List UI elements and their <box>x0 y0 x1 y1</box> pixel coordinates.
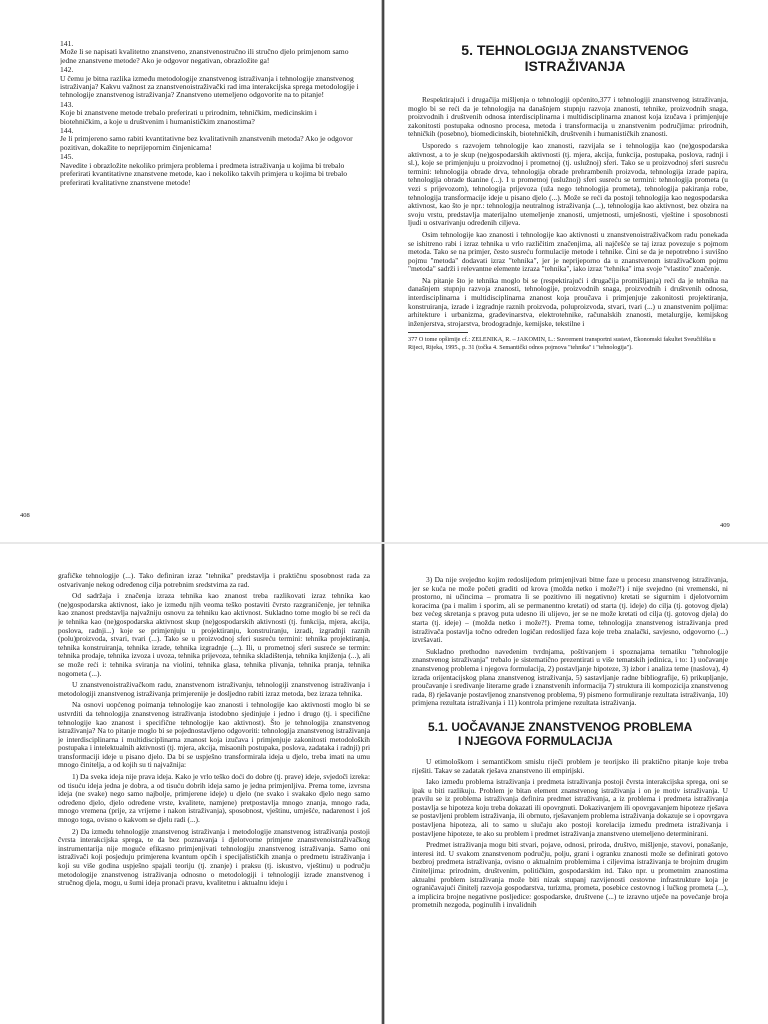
chapter-title: 5. TEHNOLOGIJA ZNANSTVENOG <box>461 42 689 58</box>
question-text: Koje bi znanstvene metode trebalo preferirati u prirodnim, tehničkim, medicinskim i biotehničkim, a koje u društvenim i humanističkim znanostima? <box>60 108 317 126</box>
question-number: 145. <box>60 152 74 162</box>
paragraph: 2) Da između tehnologije znanstvenog istraživanja i metodologije znanstvenog istraživanja postoji čvrsta interakcijska sprega, te da bez poznavanja i djelotvorne primjene znanstvenoistraživačkog instrumentarija nije moguće efikasno primjenjivati tehnologiju znanstvenog istraživanja. Samo oni istraživači koji posjeduju primjerena kvantum općih i specijalističkih znanja o predmetu istraživanja i koji su više godina uspješno spajali teoriju (tj. znanje) i praksu (tj. iskustvo, vještinu) u području metodologije znanstvenog istraživanja odnosno o metodologiji i tehnologiji izrade znanstvenog i stručnog djela, mogu, u šumi ideja pronaći pravu, kvalitetnu i aktualnu ideju i <box>58 826 370 888</box>
question-item <box>60 40 372 65</box>
section-title-line2: I NJEGOVA FORMULACIJA <box>458 733 613 748</box>
paragraph: Od sadržaja i značenja izraza tehnika kao znanost treba razlikovati izraz tehnika kao (ne)gospodarska aktivnost, iako je između njih veoma teško postaviti čvrsto razgraničenje, jer tehnika kao znanost predstavlja najvažniju osnovu za tehniku kao aktivnost. Sukladno tome moglo bi se reći da je tehnika kao (ne)gospodarska aktivnost skup (ne)gospodarskih aktivnosti (tj. funkcija, mjera, akcija, poslova, radnji...) koje se primjenjuju u projektiranju, konstruiranju, izradi, izgradnji raznih (polu)proizvoda, stvari, tvari (...). Tako se u proizvodnoj sferi susreću termini: tehnika projektiranja, tehnika konstruiranja, tehnika izrade, tehnika izgradnje (...). Ili, u prometnoj sferi susreće se termin: tehnika prodaje, tehnika izvoza i uvoza, tehnika prijevoza, tehnika skladištenja, tehnika knjiženja (...), ali se može reći i: tehnika sviranja na violini, tehnika glasa, tehnika plivanja, tehnika pranja, tehnika nogometa (...). <box>58 591 370 678</box>
page-number-408: 408 <box>20 512 30 519</box>
paragraph: Iako između problema istraživanja i predmeta istraživanja postoji čvrsta interakcijska sprega, oni se ipak u biti razlikuju. Problem je bitan element znanstvenog istraživanja i on je motiv istraživanja. U pravilu se iz problema istraživanja definira predmet istraživanja, a iz problema i predmeta istraživanja postavlja se hipoteza koju treba dokazati ili opovrgnuti. Dokazivanjem ili opovrgavanjem hipoteze rješava se postavljeni problem istraživanja, ili obrnuto, rješavanjem problema istraživanja dokazuje se i opovrgava postavljena hipoteza, ali to samo u slučaju ako postoji korelacija između predmeta istraživanja i postavljene hipoteze, te ako su problem i predmet istraživanja znanstveno utemeljeno determinirani. <box>412 777 728 838</box>
question-item <box>60 127 372 152</box>
page-410 <box>58 572 370 1024</box>
paragraph: Predmet istraživanja mogu biti stvari, pojave, odnosi, priroda, društvo, mišljenje, stavovi, ponašanje, interesi itd. U svakom znanstvenom području, polju, grani i ogranku znanosti može se definirati gotovo bezbroj predmeta istraživanja, ovisno o aktualnim problemima i ciljevima istraživanja te brojnim drugim činiteljima: prirodnim, društvenim, političkim, gospodarskim itd. Tako npr. u prometnim znanostima aktualni problem istraživanja može biti nizak stupanj razvijenosti cestovne infrastrukture koja je ograničavajući činitelj razvoja gospodarstva, turizma, prometa, posebice cestovnog i lučkog prometa (...), a implicira brojne negativne posljedice: gospodarske, društvene (...) te izravno utječe na povećanje broja prometnih nezgoda, poginulih i invalidnih <box>412 840 728 910</box>
question-item <box>60 66 372 100</box>
question-number: 142. <box>60 65 74 75</box>
question-item <box>60 153 372 187</box>
page-411 <box>412 576 728 1024</box>
page-408 <box>60 40 372 540</box>
paragraph: U znanstvenoistraživačkom radu, znanstvenom istraživanju, tehnologiji znanstvenog istraživanja i metodologiji znanstvenog istraživanja primjerenije je dosljedno rabiti izraz metoda, bez izraza tehnika. <box>58 680 370 698</box>
paragraph: Usporedo s razvojem tehnologije kao znanosti, razvijala se i tehnologija kao (ne)gospodarska aktivnost, a to je skup (ne)gospodarskih aktivnosti (tj. mjera, akcija, funkcija, postupaka, poslova, radnji i sl.), koje se primjenjuju u proizvodnoj i prometnoj (tj. uslužnoj) sferi. Tako se u proizvodnoj sferi susreću termini: tehnologija obrade drva, tehnologija obrade prehrambenih proizvoda, tehnologija izrade papira, tehnologija obrade tkanine (...). I u prometnoj (uslužnoj) sferi susreću se termini: tehnologija prometa (u vezi s prijevozom), tehnologija prijevoza (uža nego tehnologija prometa), tehnologija pakiranja robe, tehnologija transformacije ideje u pisano djelo (...). Može se reći da postoji tehnologija kao negospodarska aktivnost, kao što je npr.: tehnologija neutralnog istraživanja (...), tehnologija kao aktivnost, bez obzira na svoju vrstu, predstavlja materijalno utemeljenje znanosti, umjetnosti, umješnosti, vještine i sposobnosti ljudi u ostvarivanju određenih ciljeva. <box>408 140 728 228</box>
paragraph: Sukladno prethodno navedenim tvrdnjama, poštivanjem i spoznajama tematiku "tehnologije znanstvenog istraživanja" trebalo je sistematično prezentirati u više tematskih jedinica, i to: 1) uočavanje znanstvenog problema i njegova formulacija, 2) postavljanje hipoteze, 3) izbor i analiza teme (naslova), 4) izrada orijentacijskog plana znanstvenog istraživanja, 5) sastavljanje radne bibliografije, 6) prikupljanje, proučavanje i sređivanje literarne građe i znanstvenih informacija 7) struktura ili kompozicija znanstvenog rada, 8) rješavanje postavljenog znanstvenog problema, 9) pismeno formuliranje rezultata istraživanja, 10) primjena rezultata istraživanja i 11) kontrola primjene rezultata istraživanja. <box>412 646 728 708</box>
paragraph: grafičke tehnologije (...). Tako definiran izraz "tehnika" predstavlja i praktičnu sposobnost rada za ostvarivanje nekog određenog cilja potrebnim sredstvima za rad. <box>58 572 370 589</box>
paragraph: Na pitanje što je tehnika moglo bi se (respektirajući i drugačija promišljanja) reći da je tehnika na današnjem stupnju razvoja znanosti, tehnologije, proizvodnih snaga, proizvodnih i društvenih odnosa, interdisciplinarna i multidisciplinarna znanost koja proučava i primjenjuje zakonitosti projektiranja, konstruiranja, izrade i izgradnje raznih proizvoda, poluproizvoda, stvari, tvari (...) u znanstvenim poljima: arhitekture i urbanizma, građevinarstva, elektrotehnike, računalskih znanosti, metalurgije, kemijskog inženjerstva, strojarstva, brodogradnje, kemijske, tekstilne i <box>408 275 728 328</box>
book-spine <box>381 0 385 1024</box>
scan-divider <box>0 542 768 544</box>
question-number: 144. <box>60 126 74 136</box>
page-number-409: 409 <box>720 522 730 529</box>
page-409 <box>408 42 728 530</box>
question-text: Može li se napisati kvalitetno znanstveno, znanstvenostručno ili stručno djelo primjenom samo jedne znanstvene metode? Ako je odgovor negativan, obrazložite ga! <box>60 47 349 65</box>
question-text: Je li primjereno samo rabiti kvantitativne bez kvalitativnih znanstvenih metoda? Ako je odgovor pozitivan, dokažite to neprijepornim činjenicama! <box>60 134 353 152</box>
question-number: 143. <box>60 99 74 109</box>
paragraph: 3) Da nije svejedno kojim redoslijedom primjenjivati bitne faze u procesu znanstvenog istraživanja, jer se kuća ne može početi graditi od krova (možda netko i može?!) i nije svejedno (ni vremenski, ni prostorno, ni učincima – promatra li se pozitivno ili negativno) kretati se sigurnim i djelotvornim koracima (pa i malim i sporim, ali se permanentno kretati) od starta (tj. ideje) do cilja (tj. gotovog djela) bez većeg skretanja s pravog puta udesno ili ulijevo, jer se ne može kretati od cilja (tj. gotovog djela) do starta (tj. ideje) – (možda netko i može?!). Prema tome, tehnologija znanstvenog istraživanja pred istraživača postavlja točno određen logičan redoslijed faza koje treba znalački, savjesno, odgovorno (...) izvršavati. <box>412 576 728 645</box>
footnote: 377 O tome opširnije cf.: ZELENIKA, R. – JAKOMIN, L.: Suvremeni transportni sustavi, Ekonomski fakultet Sveučilišta u Rijeci, Rijeka, 1995., p. 31 (točka 4. Semantički odnos pojmova "tehnika" i "tehnologija"). <box>408 336 716 351</box>
paragraph: U etimološkom i semantičkom smislu riječi problem je teorijsko ili praktično pitanje koje treba riješiti. Takav se zadatak rješava znanstveno ili empirijski. <box>412 756 728 775</box>
chapter-title-line2: ISTRAŽIVANJA <box>524 58 626 74</box>
question-text: Navedite i obrazložite nekoliko primjera problema i predmeta istraživanja u kojima bi trebalo preferirati kvantitativne znanstvene metode, kao i nekoliko takvih primjera u kojima bi trebalo preferirati kvalitativne znanstvene metode! <box>60 160 347 187</box>
paragraph: Na osnovi uopćenog poimanja tehnologije kao znanosti i tehnologije kao aktivnosti moglo bi se ustvrditi da tehnologija znanstvenog istraživanja istodobno sjedinjuje i jedno i drugo (tj. i specifične tehnologije kao znanost i specifične tehnologije kao aktivnost). Što je tehnologija znanstvenog istraživanja? Na to pitanje moglo bi se pojednostavljeno odgovoriti: tehnologija znanstvenog istraživanja je interdisciplinarna i multidisciplinarna znanost koja izučava i primjenjuje zakonitosti metodoloških postupaka i intelektualnih aktivnosti (tj. mjera, akcija, misaonih postupaka, poslova, zadataka i radnji) pri transformaciji ideje u pisano djelo. Da bi se uspješno transformirala ideja u djelo, treba imati na umu mnogo činitelja, a od kojih su ti najvažnija: <box>58 700 370 770</box>
section-title: 5.1. UOČAVANJE ZNANSTVENOG PROBLEMA <box>428 719 693 734</box>
paragraph: 1) Da sveka ideja nije prava ideja. Kako je vrlo teško doći do dobre (tj. prave) ideje, svjedoči izreka: od tisuću ideja jedna je dobra, a od tisuću dobrih ideja samo je jedna primjenljiva. Prema tome, izvrsna ideja (ne svake) nego samo najbolje, primjerene ideje) u djelo (ne svako i svakako djelo nego samo određeno djelo, djelo određene vrste, kvalitete, namjene) pretpostavlja mnogo znanja, mnogo rada, mnogo vremena (prije, za vrijeme i nakon istraživanja), sposobnost, vještinu, umješće, nadarenost i još mnogo toga, ovisno o kakvom se djelu radi (...). <box>58 772 370 825</box>
paragraph: Respektirajući i drugačija mišljenja o tehnologiji općenito,377 i tehnologiji znanstvenog istraživanja, moglo bi se reći da je tehnologija na današnjem stupnju razvoja znanosti, tehnike, proizvodnih snaga, proizvodnih i društvenih odnosa interdisciplinarna i multidisciplinarna znanost koja izučava i primjenjuje zakonitosti postupaka odnosno procesa, metoda i transformacija u znanstvenim područjima: prirodnih, tehničkih (posebno), biomedicinskih, biotehničkih, društvenih i humanističkih znanosti. <box>408 95 728 139</box>
paragraph: Osim tehnologije kao znanosti i tehnologije kao aktivnosti u znanstvenoistraživačkom radu ponekada se ishitreno rabi i izraz tehnika u vrlo različitim značenjima, ali najčešće se taj izraz povezuje s pojmom metoda. Tako se na primjer, često susreću formulacije metode i tehnike. Čini se da je nepotrebno i suvišno pojmu "metoda" dodavati izraz "tehnika", jer je neprijeporno da u znanstvenom istraživačkom pojmu "metoda" sadrži i relevantne elemente izraza "tehnika", iako izraz "tehnika" ima svoje "vlastito" značenje. <box>408 229 728 274</box>
question-text: U čemu je bitna razlika između metodologije znanstvenog istraživanja i tehnologije znanstvenog istraživanja? Kakvu važnost za znanstvenoistraživački rad ima interakcijska sprega metodologije i tehnologije znanstvenog istraživanja? Znanstveno utemeljeno odgovorite na to pitanje! <box>60 73 359 100</box>
question-number: 141. <box>60 40 74 48</box>
footnote-rule <box>408 332 468 333</box>
question-item <box>60 101 372 126</box>
questions-list <box>60 40 372 187</box>
